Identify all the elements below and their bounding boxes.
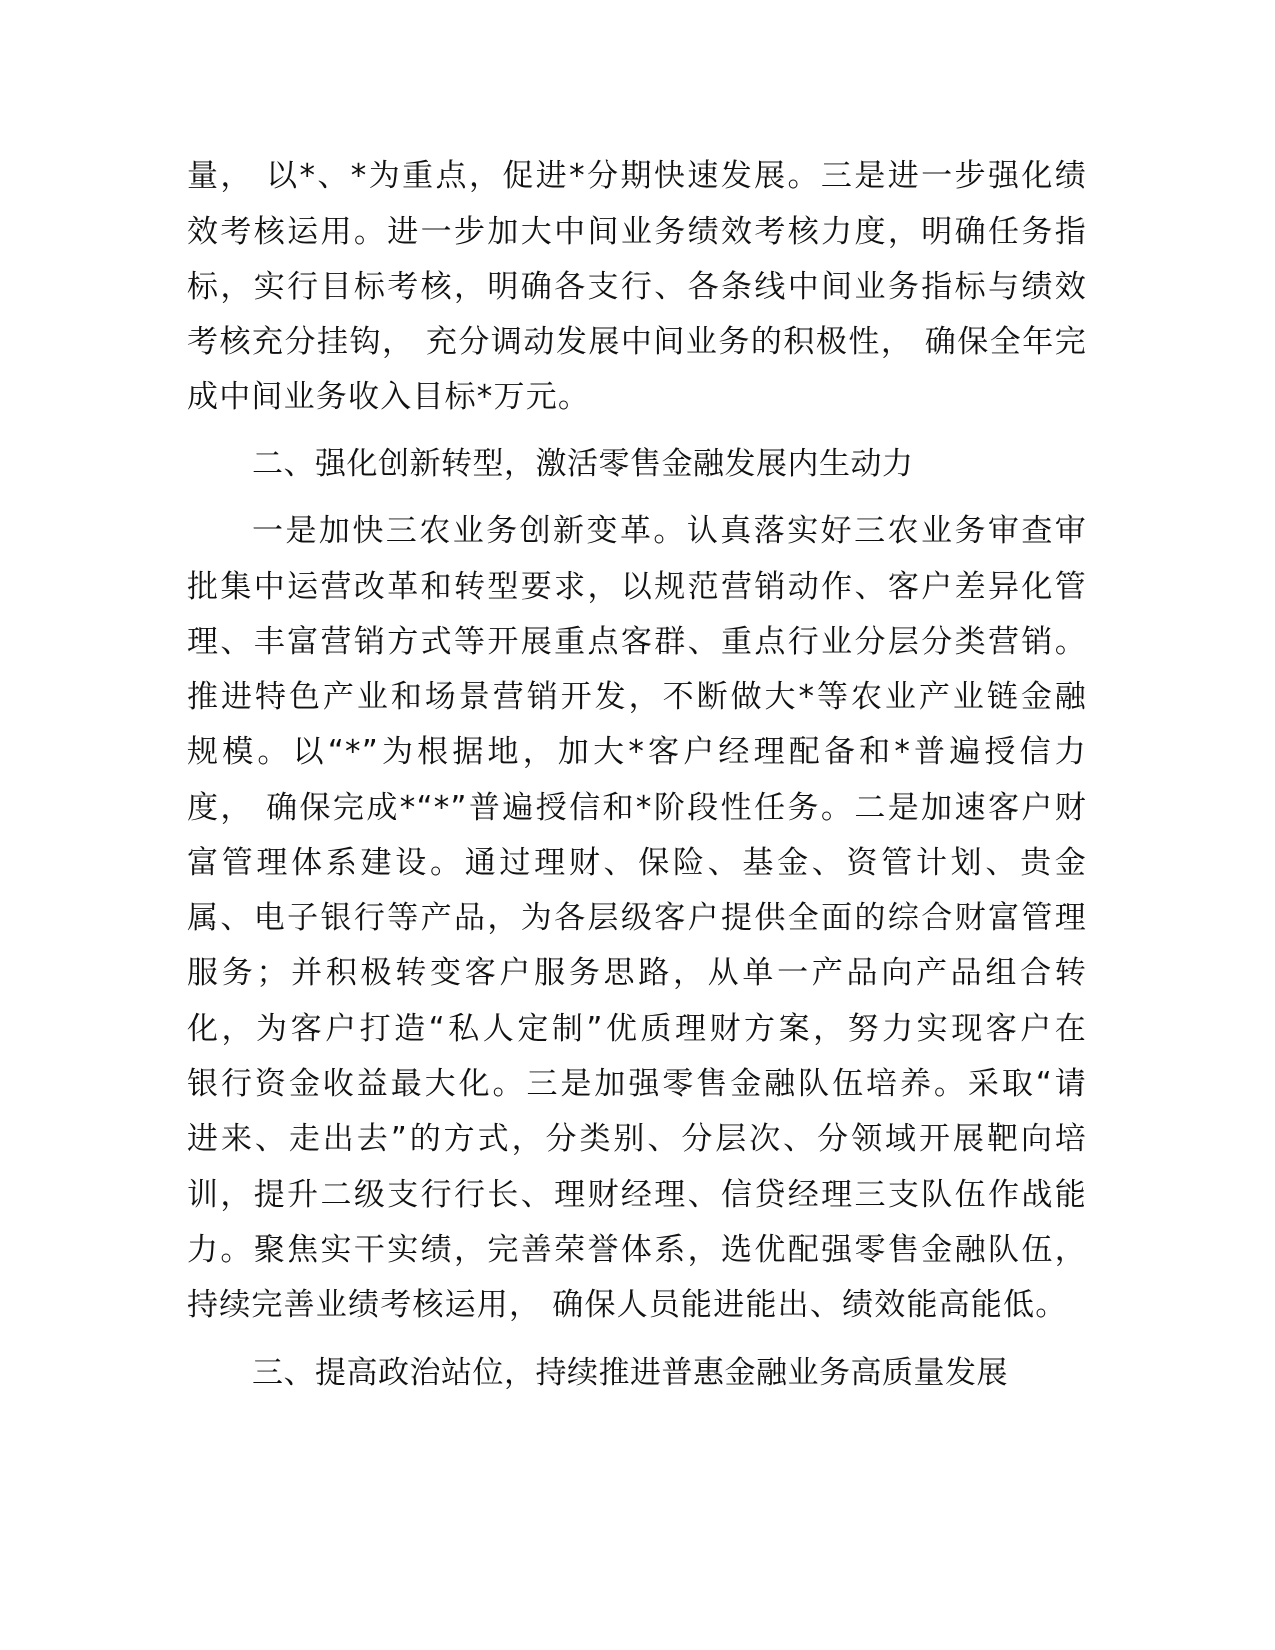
paragraph-line: 效考核运用。进一步加大中间业务绩效考核力度，明确任务指 <box>187 214 1087 250</box>
paragraph-line: 标，实行目标考核，明确各支行、各条线中间业务指标与绩效 <box>187 269 1087 305</box>
paragraph-line: 银行资金收益最大化。三是加强零售金融队伍培养。采取“请 <box>187 1066 1087 1102</box>
paragraph-line: 训，提升二级支行行长、理财经理、信贷经理三支队伍作战能 <box>187 1177 1087 1213</box>
paragraph-line: 理、丰富营销方式等开展重点客群、重点行业分层分类营销。 <box>187 624 1087 660</box>
paragraph-line: 成中间业务收入目标*万元。 <box>187 379 591 415</box>
paragraph-line: 进来、走出去”的方式，分类别、分层次、分领域开展靶向培 <box>187 1121 1087 1157</box>
paragraph-line: 推进特色产业和场景营销开发，不断做大*等农业产业链金融 <box>187 679 1087 715</box>
paragraph-line: 力。聚焦实干实绩，完善荣誉体系，选优配强零售金融队伍， <box>187 1232 1087 1268</box>
section-heading-2: 二、强化创新转型，激活零售金融发展内生动力 <box>252 446 914 482</box>
paragraph-line: 批集中运营改革和转型要求，以规范营销动作、客户差异化管 <box>187 569 1087 605</box>
paragraph-line: 属、电子银行等产品，为各层级客户提供全面的综合财富管理 <box>187 900 1087 936</box>
paragraph-line: 考核充分挂钩， 充分调动发展中间业务的积极性， 确保全年完 <box>187 324 1087 360</box>
paragraph-line: 一是加快三农业务创新变革。认真落实好三农业务审查审 <box>252 513 1087 549</box>
section-heading-3: 三、提高政治站位，持续推进普惠金融业务高质量发展 <box>252 1355 1008 1391</box>
paragraph-line: 度， 确保完成*“*”普遍授信和*阶段性任务。二是加速客户财 <box>187 790 1087 826</box>
paragraph-line: 规模。以“*”为根据地，加大*客户经理配备和*普遍授信力 <box>187 734 1087 770</box>
paragraph-line: 量， 以*、*为重点，促进*分期快速发展。三是进一步强化绩 <box>187 158 1087 194</box>
paragraph-line: 富管理体系建设。通过理财、保险、基金、资管计划、贵金 <box>187 845 1087 881</box>
paragraph-line: 化，为客户打造“私人定制”优质理财方案，努力实现客户在 <box>187 1011 1087 1047</box>
paragraph-line: 服务；并积极转变客户服务思路，从单一产品向产品组合转 <box>187 955 1087 991</box>
paragraph-line: 持续完善业绩考核运用， 确保人员能进能出、绩效能高能低。 <box>187 1287 1068 1323</box>
